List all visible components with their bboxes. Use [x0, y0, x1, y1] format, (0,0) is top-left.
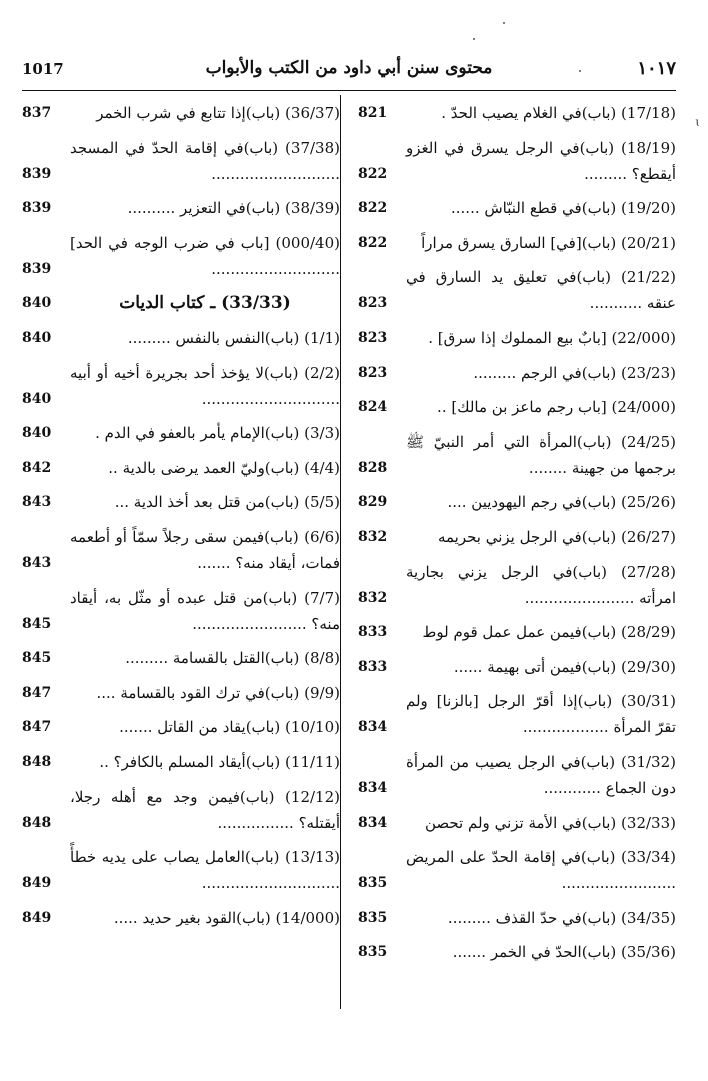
- toc-entry-page: 823: [358, 329, 388, 346]
- toc-entry-title: (38/39) (باب)في التعزير ..........: [127, 199, 340, 218]
- toc-entry-page: 833: [358, 624, 388, 641]
- toc-entry-page: 842: [22, 459, 52, 476]
- toc-entry: [22, 784, 340, 836]
- toc-entry-page: 832: [358, 589, 388, 606]
- toc-entry-title: (37/38) (باب)في إقامة الحدّ في المسجد ...........................: [70, 138, 340, 183]
- toc-entry-page: 833: [358, 658, 388, 675]
- toc-entry: [22, 325, 340, 351]
- toc-entry: [358, 619, 676, 645]
- toc-entry-page: 834: [358, 719, 388, 736]
- toc-entry: [22, 360, 340, 412]
- page-number-arabic: ١٠١٧: [637, 58, 676, 79]
- toc-entry-page: 839: [22, 200, 52, 217]
- toc-entry-title: (13/13) (باب)العامل يصاب على يديه خطأً .............................: [70, 848, 340, 893]
- toc-entry: [358, 429, 676, 481]
- toc-entry: [358, 230, 676, 256]
- toc-entry-title: (33/33) ـ كتاب الديات: [119, 293, 291, 314]
- toc-entry: [358, 654, 676, 680]
- toc-entry-page: 821: [358, 105, 388, 121]
- toc-entry: [358, 325, 676, 351]
- toc-entry: [358, 135, 676, 187]
- toc-entry-title: (27/28) (باب)في الرجل يزني بجارية امرأته .......................: [406, 562, 676, 607]
- toc-entry-page: 849: [22, 875, 52, 892]
- toc-entry-title: (28/29) (باب)فيمن عمل عمل قوم لوط: [422, 623, 676, 642]
- toc-entry-page: 840: [22, 390, 52, 407]
- toc-entry: [358, 844, 676, 896]
- toc-entry-page: 834: [358, 814, 388, 831]
- toc-entry: [22, 749, 340, 775]
- page-title: محتوى سنن أبي داود من الكتب والأبواب: [205, 58, 493, 78]
- toc-entry-page: 839: [22, 165, 52, 182]
- left-column: [22, 100, 340, 939]
- toc-entry: [358, 360, 676, 386]
- toc-entry-title: (22/000) [بابٌ بيع المملوك إذا سرق] .: [428, 328, 676, 347]
- toc-entry: [22, 195, 340, 221]
- toc-entry: [358, 195, 676, 221]
- toc-entry-page: 840: [22, 329, 52, 346]
- toc-entry-page: 835: [358, 909, 388, 926]
- toc-entry: [358, 394, 676, 420]
- toc-entry-title: (10/10) (باب)يقاد من القاتل .......: [119, 718, 340, 737]
- toc-entry-page: 822: [358, 200, 388, 217]
- toc-entry: [22, 290, 340, 316]
- toc-entry-page: 848: [22, 753, 52, 770]
- toc-entry-page: 839: [22, 260, 52, 277]
- toc-entry: [358, 100, 676, 126]
- toc-entry: [22, 714, 340, 740]
- toc-entry-page: 843: [22, 494, 52, 511]
- toc-entry-title: (29/30) (باب)فيمن أتى بهيمة ......: [453, 657, 676, 676]
- toc-entry-title: (1/1) (باب)النفس بالنفس .........: [127, 328, 340, 347]
- toc-entry-title: (23/23) (باب)في الرجم .........: [473, 363, 676, 382]
- toc-entry-page: 840: [22, 425, 52, 442]
- toc-entry-title: (30/31) (باب)إذا أقرّ الرجل [بالزنا] ولم تقرّ المرأة ..................: [406, 692, 676, 737]
- toc-entry: [22, 844, 340, 896]
- toc-entry: [22, 680, 340, 706]
- toc-entry-page: 837: [22, 105, 52, 121]
- toc-entry-page: 822: [358, 234, 388, 251]
- toc-entry-page: 829: [358, 494, 388, 511]
- toc-entry: [358, 264, 676, 316]
- toc-entry-title: (31/32) (باب)في الرجل يصيب من المرأة دون الجماع ............: [406, 752, 676, 797]
- toc-entry-title: (11/11) (باب)أيقاد المسلم بالكافر؟ ..: [99, 752, 340, 771]
- toc-entry-title: (21/22) (باب)في تعليق يد السارق في عنقه ...........: [406, 268, 676, 313]
- toc-entry-title: (4/4) (باب)وليّ العمد يرضى بالدية ..: [108, 458, 340, 477]
- toc-entry-page: 843: [22, 554, 52, 571]
- toc-entry: [22, 420, 340, 446]
- toc-entry-title: (9/9) (باب)في ترك القود بالقسامة ....: [96, 683, 340, 702]
- toc-entry-page: 835: [358, 875, 388, 892]
- toc-entry-page: 824: [358, 399, 388, 416]
- page-number-latin: 1017: [22, 60, 64, 78]
- toc-entry-page: 822: [358, 165, 388, 182]
- toc-entry-title: (25/26) (باب)في رجم اليهوديين ....: [447, 493, 676, 512]
- page-header: [22, 58, 676, 88]
- toc-entry-title: (19/20) (باب)في قطع النبّاش ......: [451, 199, 676, 218]
- toc-entry-title: (3/3) (باب)الإمام يأمر بالعفو في الدم .: [95, 424, 340, 443]
- toc-entry-page: 823: [358, 364, 388, 381]
- toc-entry-page: 848: [22, 814, 52, 831]
- toc-entry-title: (8/8) (باب)القتل بالقسامة .........: [125, 649, 340, 668]
- toc-entry: [358, 905, 676, 931]
- margin-mark: ɩ: [695, 115, 700, 129]
- toc-entry-title: (35/36) (باب)الحدّ في الخمر .......: [452, 943, 676, 962]
- toc-entry-title: (12/12) (باب)فيمن وجد مع أهله رجلا، أيقتله؟ ................: [70, 787, 340, 832]
- column-divider: [340, 95, 341, 1009]
- toc-entry-title: (24/000) [باب رجم ماعز بن مالك] ..: [437, 398, 676, 417]
- toc-entry: [358, 524, 676, 550]
- toc-entry: [358, 688, 676, 740]
- toc-entry-title: (7/7) (باب)من قتل عبده أو مثّل به، أيقاد منه؟ ........................: [70, 588, 340, 633]
- toc-entry: [358, 939, 676, 965]
- toc-entry-page: 845: [22, 650, 52, 667]
- right-column: [358, 100, 676, 974]
- toc-entry-title: (34/35) (باب)في حدّ القذف .........: [447, 908, 676, 927]
- toc-entry-title: (18/19) (باب)في الرجل يسرق في الغزو أيقطع؟ .........: [406, 138, 676, 183]
- toc-entry-page: 845: [22, 615, 52, 632]
- toc-entry-page: 828: [358, 459, 388, 476]
- toc-entry-page: 823: [358, 295, 388, 312]
- toc-entry-title: (36/37) (باب)إذا تتابع في شرب الخمر: [96, 104, 340, 122]
- toc-entry-page: 835: [358, 944, 388, 961]
- toc-entry-title: (5/5) (باب)من قتل بعد أخذ الدية ...: [114, 493, 340, 512]
- toc-entry-title: (26/27) (باب)في الرجل يزني بحريمه: [437, 527, 676, 546]
- toc-entry: [22, 135, 340, 187]
- toc-entry-title: (24/25) (باب)المرأة التي أمر النبيّ ﷺ برجمها من جهينة ........: [406, 432, 676, 477]
- toc-entry-page: 849: [22, 909, 52, 926]
- toc-entry-title: (33/34) (باب)في إقامة الحدّ على المريض ........................: [406, 848, 676, 893]
- toc-entry: [22, 645, 340, 671]
- toc-entry-title: (20/21) (باب)[في] السارق يسرق مراراً: [421, 233, 676, 252]
- toc-entry-title: (2/2) (باب)لا يؤخذ أحد بجريرة أخيه أو أبيه .............................: [70, 363, 340, 408]
- toc-entry-title: (000/40) [باب في ضرب الوجه في الحد] ...........................: [70, 233, 340, 278]
- toc-entry-title: (32/33) (باب)في الأمة تزني ولم تحصن: [424, 813, 676, 832]
- toc-entry-page: 847: [22, 719, 52, 736]
- toc-entry: [22, 585, 340, 637]
- toc-entry: [358, 749, 676, 801]
- toc-entry: [358, 559, 676, 611]
- toc-entry-title: (6/6) (باب)فيمن سقى رجلاً سمّاً أو أطعمه فمات، أيقاد منه؟ .......: [70, 527, 340, 572]
- toc-entry-page: 847: [22, 684, 52, 701]
- toc-entry-page: 840: [22, 295, 52, 312]
- toc-entry-page: 832: [358, 528, 388, 545]
- toc-entry-title: (17/18) (باب)في الغلام يصيب الحدّ .: [441, 104, 676, 122]
- toc-entry: [22, 489, 340, 515]
- toc-entry-title: (14/000) (باب)القود بغير حديد .....: [113, 908, 340, 927]
- toc-entry: [22, 524, 340, 576]
- toc-entry: [22, 100, 340, 126]
- toc-entry-page: 834: [358, 779, 388, 796]
- toc-entry: [358, 489, 676, 515]
- toc-entry: [22, 905, 340, 931]
- toc-entry: [22, 455, 340, 481]
- header-rule: [22, 90, 676, 91]
- toc-entry: [358, 810, 676, 836]
- toc-entry: [22, 230, 340, 282]
